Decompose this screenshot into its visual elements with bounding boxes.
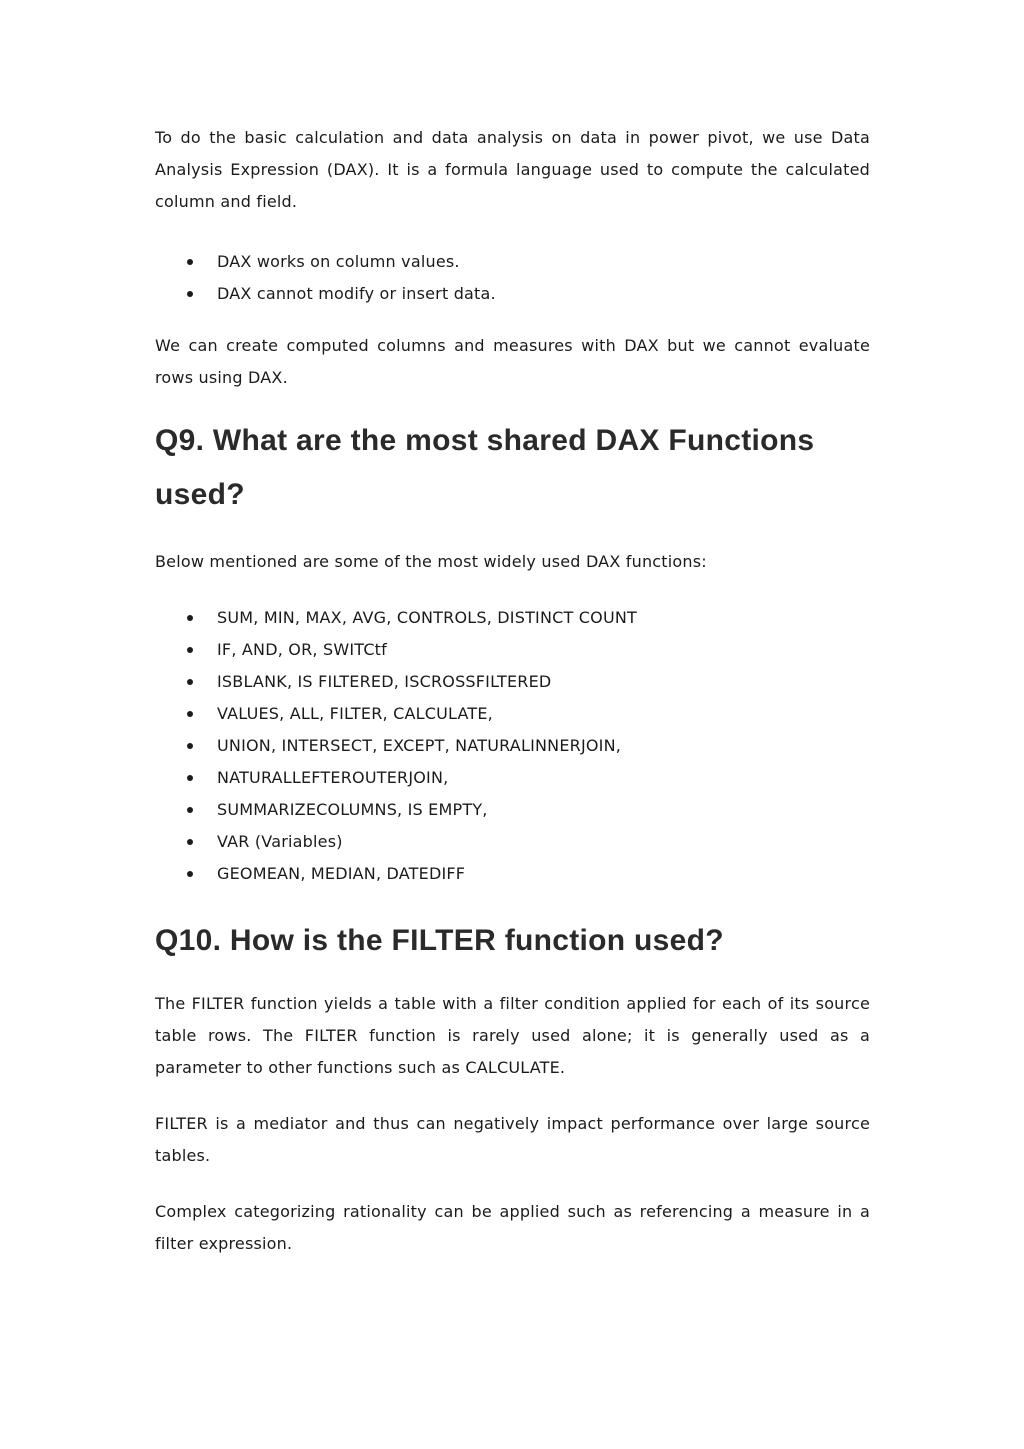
list-item: IF, AND, OR, SWITCtf xyxy=(155,634,870,666)
list-item: VAR (Variables) xyxy=(155,826,870,858)
dax-summary-paragraph: We can create computed columns and measures with DAX but we cannot evaluate rows using DAX. xyxy=(155,336,870,387)
list-item: ISBLANK, IS FILTERED, ISCROSSFILTERED xyxy=(155,666,870,698)
document-page xyxy=(155,122,870,1260)
bullet-icon xyxy=(187,259,193,265)
q10-paragraph-3: Complex categorizing rationality can be applied such as referencing a measure in a filter expression. xyxy=(155,1202,870,1253)
bullet-icon xyxy=(187,647,193,653)
q9-intro-paragraph: Below mentioned are some of the most widely used DAX functions: xyxy=(155,552,707,571)
dax-facts-list xyxy=(155,246,870,310)
bullet-icon xyxy=(187,615,193,621)
q10-paragraph-1: The FILTER function yields a table with a filter condition applied for each of its source table rows. The FILTER function is rarely used alone; it is generally used as a parameter to other functions such as CALCULATE. xyxy=(155,994,870,1077)
list-item: DAX cannot modify or insert data. xyxy=(155,278,870,310)
list-item: SUM, MIN, MAX, AVG, CONTROLS, DISTINCT COUNT xyxy=(155,602,870,634)
list-item: DAX works on column values. xyxy=(155,246,870,278)
bullet-icon xyxy=(187,775,193,781)
bullet-icon xyxy=(187,871,193,877)
bullet-icon xyxy=(187,679,193,685)
list-item: UNION, INTERSECT, EXCEPT, NATURALINNERJOIN, xyxy=(155,730,870,762)
list-item: NATURALLEFTEROUTERJOIN, xyxy=(155,762,870,794)
list-item: SUMMARIZECOLUMNS, IS EMPTY, xyxy=(155,794,870,826)
q9-heading: Q9. What are the most shared DAX Functions used? xyxy=(155,424,815,511)
bullet-icon xyxy=(187,711,193,717)
dax-functions-list xyxy=(155,602,870,890)
list-item: GEOMEAN, MEDIAN, DATEDIFF xyxy=(155,858,870,890)
bullet-icon xyxy=(187,291,193,297)
list-item: VALUES, ALL, FILTER, CALCULATE, xyxy=(155,698,870,730)
bullet-icon xyxy=(187,807,193,813)
bullet-icon xyxy=(187,839,193,845)
intro-paragraph: To do the basic calculation and data analysis on data in power pivot, we use Data Analysis Expression (DAX). It is a formula language used to compute the calculated column and field. xyxy=(155,128,870,211)
q10-heading: Q10. How is the FILTER function used? xyxy=(155,924,724,957)
bullet-icon xyxy=(187,743,193,749)
q10-paragraph-2: FILTER is a mediator and thus can negatively impact performance over large source tables. xyxy=(155,1114,870,1165)
